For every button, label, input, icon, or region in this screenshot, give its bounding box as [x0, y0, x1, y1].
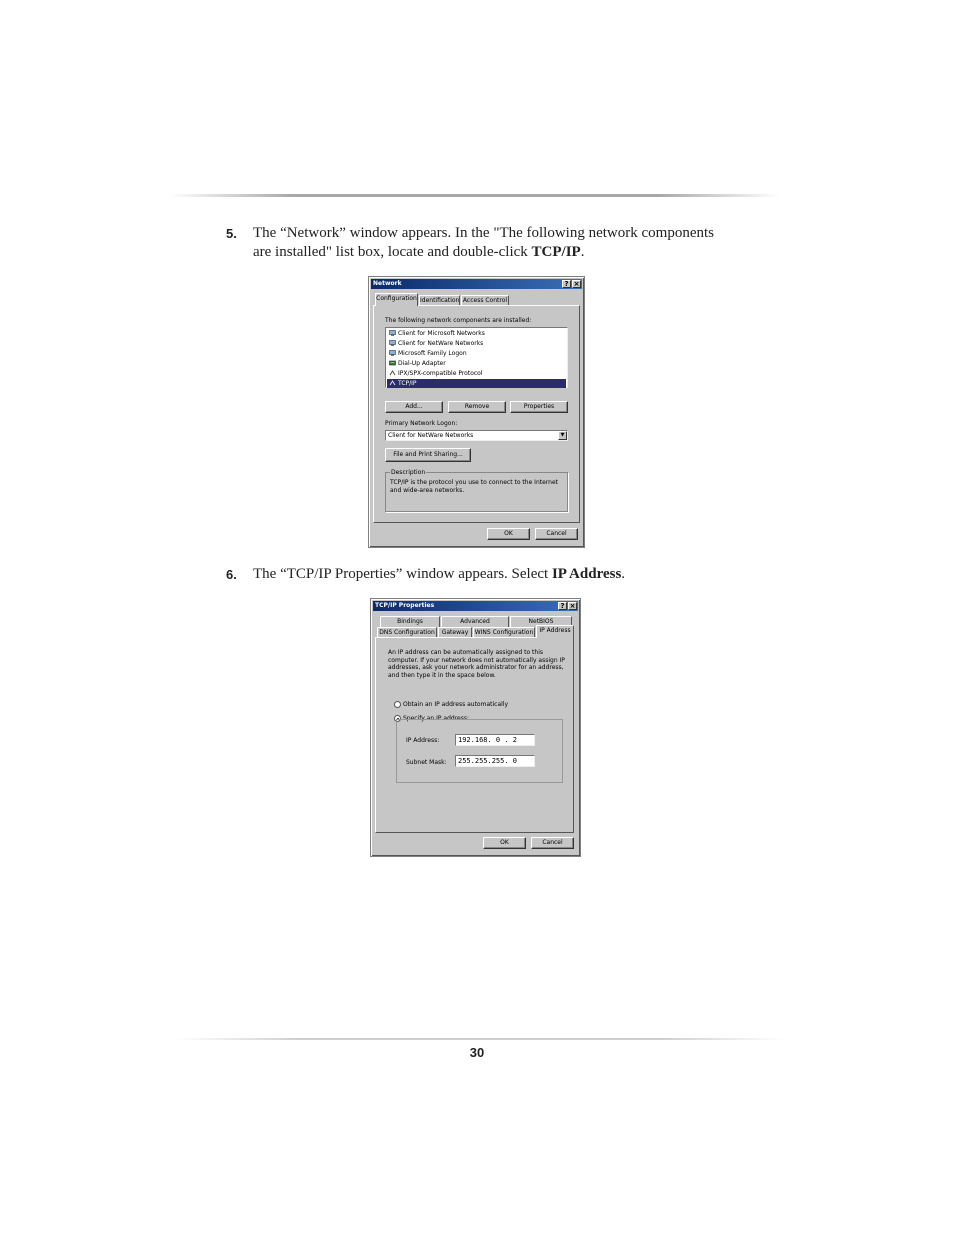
list-item-selected[interactable]: TCP/IP [387, 379, 566, 388]
subnet-mask-field[interactable]: 255.255.255. 0 [455, 755, 535, 767]
protocol-icon [389, 370, 396, 376]
step-text: The “Network” window appears. In the "The following network components are installed" list box, locate and double-click TCP/IP. [253, 225, 714, 260]
list-item[interactable]: Microsoft Family Logon [387, 349, 566, 358]
file-print-sharing-button[interactable]: File and Print Sharing... [385, 448, 471, 462]
components-label: The following network components are installed: [385, 317, 532, 324]
window-title: TCP/IP Properties [375, 602, 435, 609]
tab-netbios[interactable]: NetBIOS [510, 616, 572, 627]
description-text: TCP/IP is the protocol you use to connect to the Internet and wide-area networks. [390, 479, 558, 494]
cancel-button[interactable]: Cancel [531, 837, 574, 849]
description-title: Description [391, 469, 426, 476]
ip-address-label: IP Address: [406, 737, 440, 744]
step-number: 5. [226, 226, 237, 241]
tab-wins-configuration[interactable]: WINS Configuration [474, 629, 534, 636]
radio-obtain-label: Obtain an IP address automatically [403, 701, 509, 708]
step-bold-term: IP Address [551, 566, 622, 582]
components-listbox[interactable] [385, 327, 568, 388]
top-rule [170, 194, 780, 197]
adapter-icon [389, 360, 396, 366]
configuration-panel [373, 305, 580, 523]
subnet-mask-label: Subnet Mask: [406, 759, 447, 766]
tab-access-control[interactable]: Access Control [462, 297, 508, 304]
tcpip-titlebar [373, 601, 578, 611]
tab-configuration[interactable]: Configuration [375, 293, 418, 306]
close-button[interactable]: × [569, 602, 576, 610]
ok-button[interactable]: OK [487, 528, 530, 540]
network-dialog [368, 276, 585, 548]
cancel-button[interactable]: Cancel [535, 528, 578, 540]
help-button[interactable]: ? [562, 280, 571, 288]
primary-logon-label: Primary Network Logon: [385, 420, 458, 427]
add-button[interactable]: Add... [385, 401, 443, 413]
tab-ip-address[interactable]: IP Address [536, 625, 574, 638]
step-number: 6. [226, 567, 237, 582]
help-button[interactable]: ? [558, 602, 567, 610]
tab-gateway[interactable]: Gateway [438, 627, 472, 638]
radio-specify-label: Specify an IP address: [403, 715, 470, 722]
radio-obtain-automatically[interactable] [394, 701, 401, 708]
list-item[interactable]: IPX/SPX-compatible Protocol [387, 369, 566, 378]
close-button[interactable]: × [573, 280, 580, 288]
client-icon [389, 350, 396, 356]
window-title: Network [373, 280, 402, 287]
intro-text: An IP address can be automatically assigned to this computer. If your network does not automatically assign IP addresses, ask your network administrator for an address, and then type it in the space below. [388, 649, 565, 679]
network-titlebar [371, 279, 582, 289]
tcpip-dialog [370, 598, 581, 857]
properties-button[interactable]: Properties [510, 401, 568, 413]
tab-advanced[interactable]: Advanced [441, 616, 509, 627]
ip-address-field[interactable]: 192.168. 0 . 2 [455, 734, 535, 746]
bottom-rule [175, 1038, 785, 1040]
list-item[interactable]: Client for Microsoft Networks [387, 329, 566, 338]
ip-settings-group [396, 719, 563, 783]
protocol-icon [389, 380, 396, 386]
remove-button[interactable]: Remove [448, 401, 506, 413]
chevron-down-icon[interactable]: ▼ [558, 431, 567, 440]
list-item[interactable]: Dial-Up Adapter [387, 359, 566, 368]
client-icon [389, 330, 396, 336]
ip-address-panel [375, 637, 574, 833]
step-bold-term: TCP/IP [531, 244, 581, 260]
tab-bindings[interactable]: Bindings [380, 616, 440, 627]
page-number: 30 [469, 1045, 485, 1060]
description-group [385, 469, 568, 512]
tab-dns-configuration[interactable]: DNS Configuration [377, 627, 437, 638]
ok-button[interactable]: OK [483, 837, 526, 849]
tab-identification[interactable]: Identification [420, 297, 460, 304]
client-icon [389, 340, 396, 346]
primary-logon-select[interactable]: Client for NetWare Networks ▼ [385, 430, 568, 441]
step-text: The “TCP/IP Properties” window appears. Select IP Address. [253, 566, 626, 582]
list-item[interactable]: Client for NetWare Networks [387, 339, 566, 348]
